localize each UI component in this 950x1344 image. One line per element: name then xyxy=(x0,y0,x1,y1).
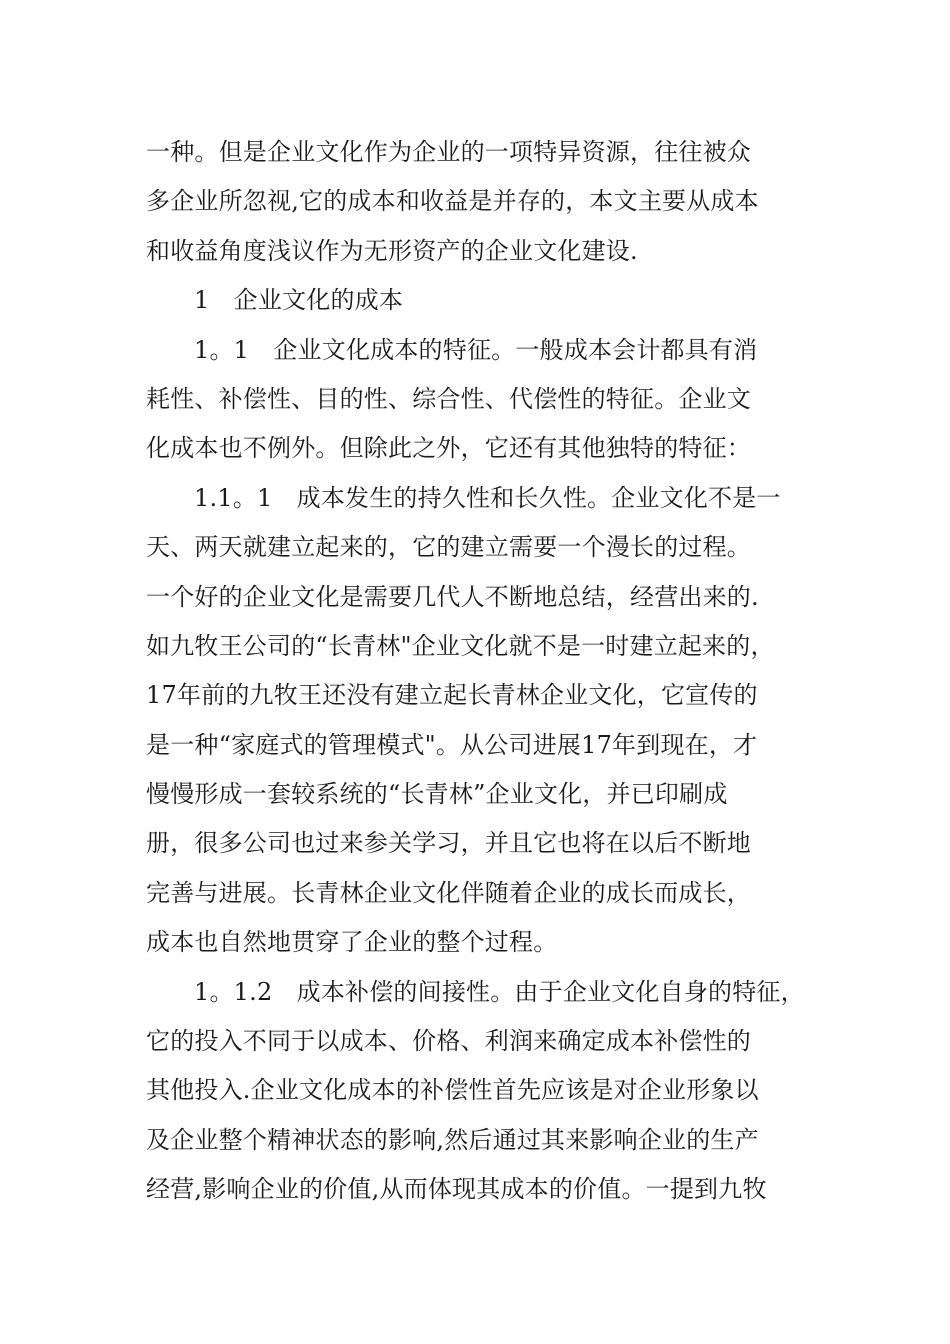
text-line: 是一种“家庭式的管理模式"。从公司进展17年到现在，才 xyxy=(146,730,758,759)
text-line: 其他投入.企业文化成本的补偿性首先应该是对企业形象以 xyxy=(146,1076,759,1105)
text-line: 册，很多公司也过来参关学习，并且它也将在以后不断地 xyxy=(146,829,751,858)
text-line: 17年前的九牧王还没有建立起长青林企业文化，它宣传的 xyxy=(146,681,758,710)
text-line: 它的投入不同于以成本、价格、利润来确定成本补偿性的 xyxy=(146,1027,751,1056)
text-line: 完善与进展。长青林企业文化伴随着企业的成长而成长， xyxy=(146,878,751,907)
text-line: 一个好的企业文化是需要几代人不断地总结，经营出来的. xyxy=(146,582,759,611)
text-line: 1。1 企业文化成本的特征。一般成本会计都具有消 xyxy=(194,335,758,364)
text-line: 如九牧王公司的“长青林"企业文化就不是一时建立起来的， xyxy=(146,631,775,660)
text-line: 1 企业文化的成本 xyxy=(194,286,404,315)
text-line: 多企业所忽视,它的成本和收益是并存的，本文主要从成本 xyxy=(146,187,759,216)
text-line: 及企业整个精神状态的影响,然后通过其来影响企业的生产 xyxy=(146,1125,759,1154)
text-line: 1.1。1 成本发生的持久性和长久性。企业文化不是一 xyxy=(194,483,781,512)
text-line: 1。1.2 成本补偿的间接性。由于企业文化自身的特征， xyxy=(194,977,805,1006)
text-line: 耗性、补偿性、目的性、综合性、代偿性的特征。企业文 xyxy=(146,384,751,413)
text-line: 成本也自然地贯穿了企业的整个过程。 xyxy=(146,928,558,957)
text-line: 化成本也不例外。但除此之外，它还有其他独特的特征： xyxy=(146,434,751,463)
text-line: 天、两天就建立起来的，它的建立需要一个漫长的过程。 xyxy=(146,533,751,562)
text-line: 经营,影响企业的价值,从而体现其成本的价值。一提到九牧 xyxy=(146,1175,767,1204)
text-line: 慢慢形成一套较系统的“长青林”企业文化，并已印刷成 xyxy=(146,780,728,809)
body-text xyxy=(146,128,826,1215)
text-line: 和收益角度浅议作为无形资产的企业文化建设. xyxy=(146,236,638,265)
text-line: 一种。但是企业文化作为企业的一项特异资源，往往被众 xyxy=(146,138,751,166)
